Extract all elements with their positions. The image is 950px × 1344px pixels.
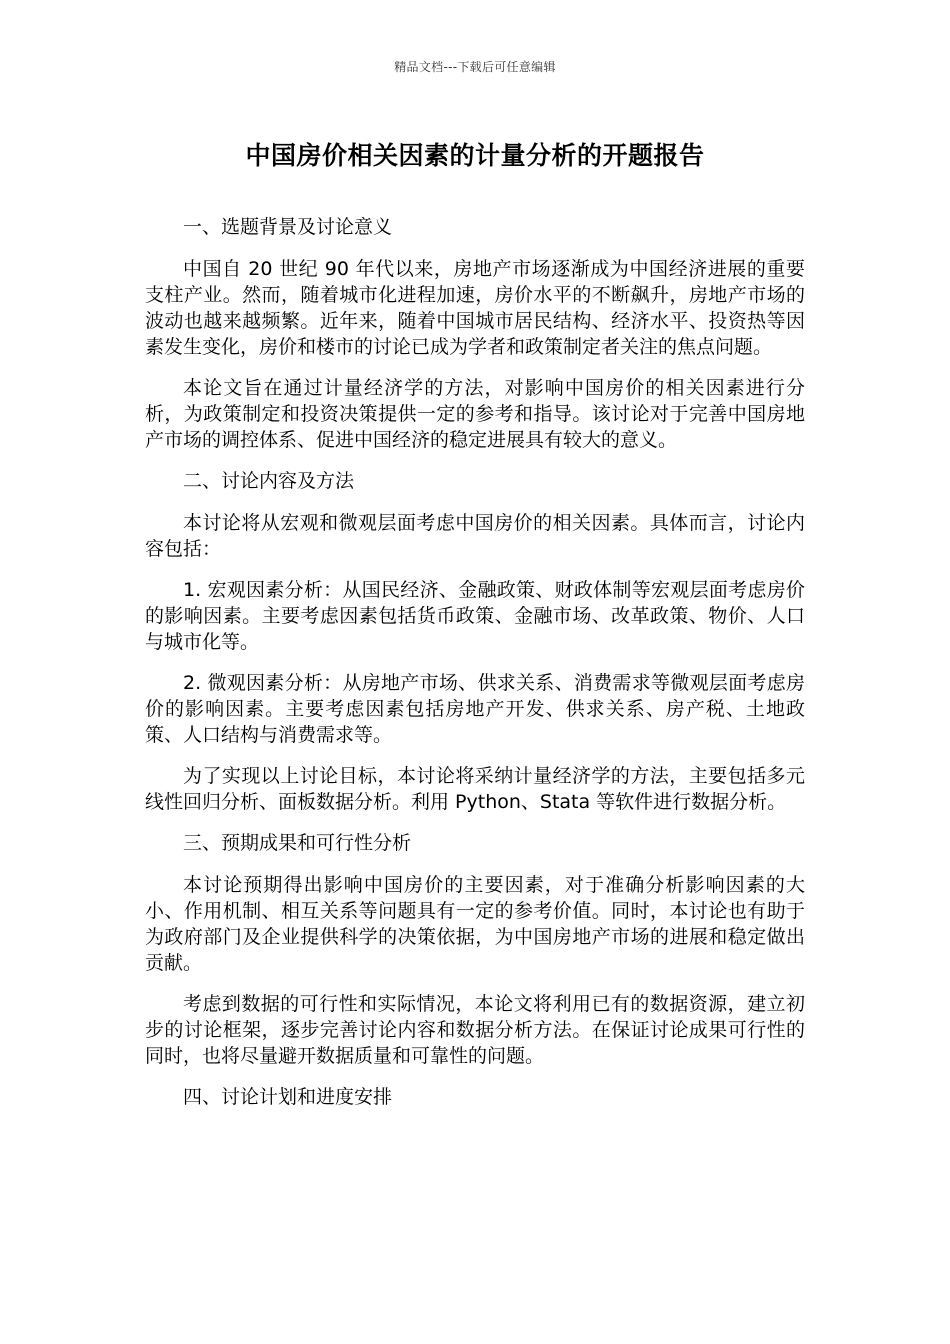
header-note: 精品文档---下载后可任意编辑: [394, 60, 556, 74]
section-1-paragraph-2: 本论文旨在通过计量经济学的方法，对影响中国房价的相关因素进行分析，为政策制定和投资决策提供一定的参考和指导。该讨论对于完善中国房地产市场的调控体系、促进中国经济的稳定进展具有较大的意义。: [145, 377, 805, 451]
section-2-paragraph-1: 本讨论将从宏观和微观层面考虑中国房价的相关因素。具体而言，讨论内容包括：: [145, 512, 805, 560]
section-1-heading: 一、选题背景及讨论意义: [183, 216, 393, 238]
section-2-item-2: 2. 微观因素分析：从房地产市场、供求关系、消费需求等微观层面考虑房价的影响因素。主要考虑因素包括房地产开发、供求关系、房产税、土地政策、人口结构与消费需求等。: [145, 672, 805, 746]
section-3-heading: 三、预期成果和可行性分析: [183, 832, 412, 854]
section-1-paragraph-1: 中国自 20 世纪 90 年代以来，房地产市场逐渐成为中国经济进展的重要支柱产业。然而，随着城市化进程加速，房价水平的不断飙升，房地产市场的波动也越来越频繁。近年来，随着中国城市居民结构、经济水平、投资热等因素发生变化，房价和楼市的讨论已成为学者和政策制定者关注的焦点问题。: [145, 258, 805, 358]
section-4-heading: 四、讨论计划和进度安排: [183, 1086, 393, 1108]
document-title: 中国房价相关因素的计量分析的开题报告: [245, 141, 705, 170]
section-3-paragraph-1: 本讨论预期得出影响中国房价的主要因素，对于准确分析影响因素的大小、作用机制、相互关系等问题具有一定的参考价值。同时，本讨论也有助于为政府部门及企业提供科学的决策依据，为中国房地产市场的进展和稳定做出贡献。: [145, 874, 805, 974]
section-2-heading: 二、讨论内容及方法: [183, 470, 355, 492]
section-2-paragraph-2: 为了实现以上讨论目标，本讨论将采纳计量经济学的方法，主要包括多元线性回归分析、面板数据分析。利用 Python、Stata 等软件进行数据分析。: [145, 765, 805, 813]
section-3-paragraph-2: 考虑到数据的可行性和实际情况，本论文将利用已有的数据资源，建立初步的讨论框架，逐步完善讨论内容和数据分析方法。在保证讨论成果可行性的同时，也将尽量避开数据质量和可靠性的问题。: [145, 993, 805, 1067]
section-2-item-1: 1. 宏观因素分析：从国民经济、金融政策、财政体制等宏观层面考虑房价的影响因素。主要考虑因素包括货币政策、金融市场、改革政策、物价、人口与城市化等。: [145, 579, 805, 653]
document-body: [145, 214, 805, 1126]
